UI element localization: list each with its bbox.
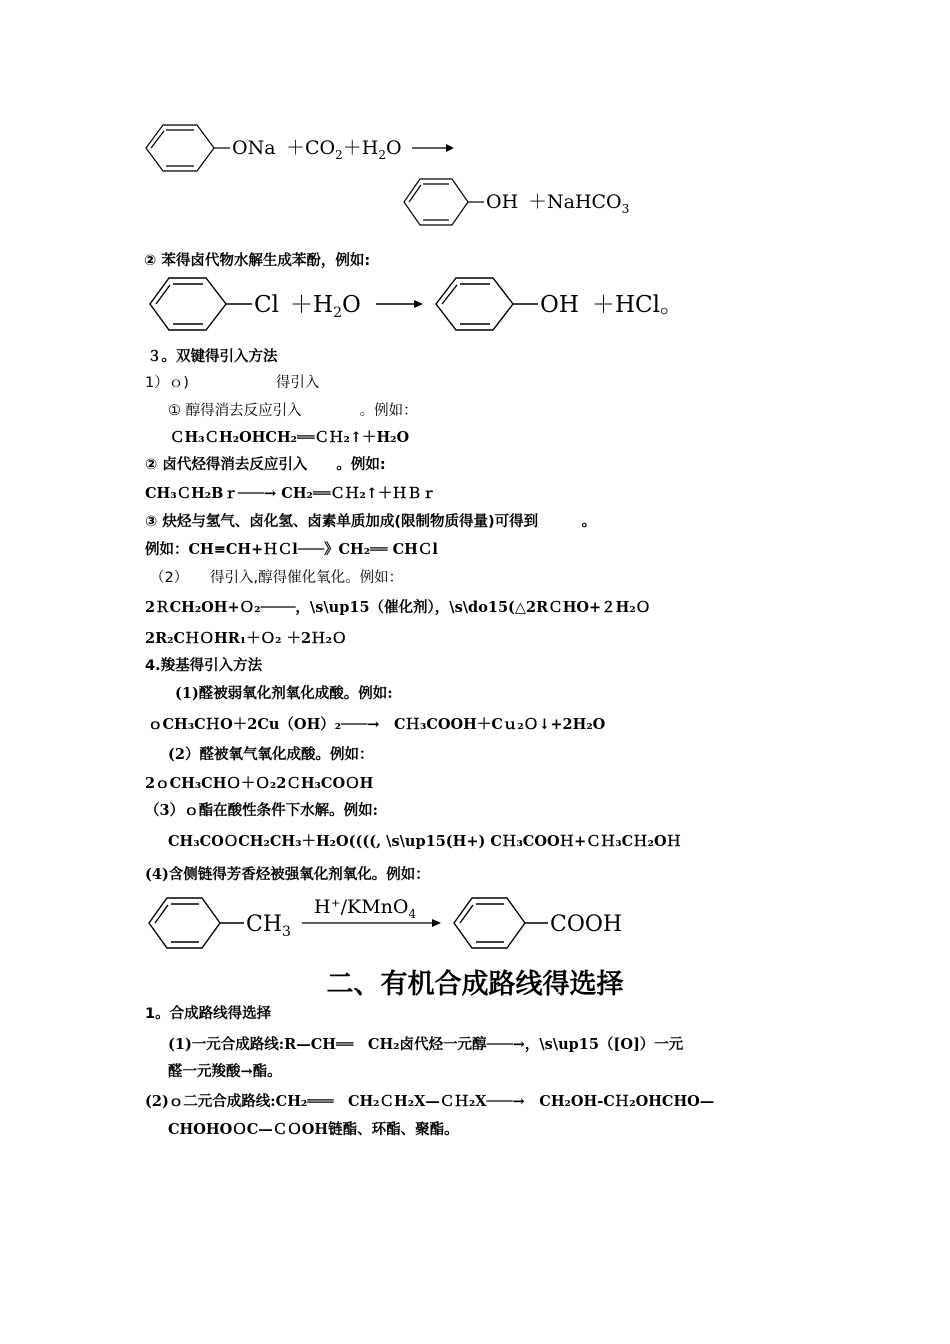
text-line: （3）ｏ酯在酸性条件下水解。例如: [145,802,378,819]
equation: 2R₂CＨＯHR₁＋Ｏ₂ ＋2Ｈ₂Ｏ [145,630,347,647]
equation: 例如：CH≡CH+ＨＣl───》CH₂══ CHＣl [145,541,438,558]
benzene-ring-icon [150,278,252,330]
section-heading: 1。合成路线得选择 [145,1006,272,1022]
benzene-ring-icon [454,898,548,948]
text-line: (2)ｏ二元合成路线:CH₂═══ CH₂ＣH₂X—ＣＨ₂X───→ CH₂OH-CＨ₂OHCHO— [145,1093,715,1110]
text-line: 醛一元羧酸→酯。 [168,1063,282,1080]
text-line: (2）醛被氧气氧化成酸。例如： [168,746,374,763]
section-heading: ３。双键得引入方法 [147,349,278,365]
benzene-ring-icon [149,898,244,948]
svg-text:＋CO2＋H2O: $+CO_2+H_2O$ [286,137,402,162]
arrow-right-icon [412,144,454,152]
text-line: ② 卤代烃得消去反应引入 。例如: [145,457,386,473]
svg-text:＋H2O: $+H_2O$ [290,292,361,321]
equation: CH₃ＣH₂Bｒ───→ CH₂══ＣＨ₂↑＋ＨＢｒ [145,485,436,502]
text-line: ① 醇得消去反应引入 。例如： [168,403,418,419]
equation: 2ｏCH₃CHＯ＋Ｏ₂2ＣH₃COＯH [145,775,374,792]
product-group: OH [540,292,579,318]
text-line: CHOHOＯC—ＣＯOH链酯、环酯、聚酯。 [168,1121,459,1138]
reaction-phenoxide-co2 [140,118,660,230]
section-heading: 4.羧基得引入方法 [145,658,263,674]
benzene-ring-icon [404,179,484,225]
reactant-group: ONa [232,137,276,159]
arrow-right-icon [376,300,423,308]
equation: CH₃COＯCH₂CH₃＋H₂O((((, \s\up15(H+) CＨ₃COOＨ+ＣＨ₃CＨ₂OＨ [168,833,682,850]
text-line: ③ 炔烃与氢气、卤化氢、卤素单质加成(限制物质得量)可得到 。 [145,514,597,530]
product-group: COOH [550,912,623,937]
arrow-right-icon [302,919,441,927]
svg-text:＋NaHCO3: ＋NaHCO$_3$ [528,191,630,216]
product-group: OH [486,191,519,213]
text-line: （2） 得引入,醇得催化氧化。例如： [150,570,404,586]
equation: ＣH₃ＣH₂OHCH₂══ＣＨ₂↑＋H₂O [170,429,410,446]
reaction-condition: H⁺/KMnO$_4$ [314,896,417,921]
reaction-chlorobenzene-hydrolysis [146,275,706,335]
chapter-heading: 二、有机合成路线得选择 [326,969,624,1000]
equation: 2ＲCH₂OH+Ｏ₂────，\s\up15（催化剂），\s\do15(△2RＣHO+２H₂Ｏ [145,599,651,616]
text-line: (4)含侧链得芳香烃被强氧化剂氧化。例如： [145,866,430,883]
benzene-ring-icon [436,278,538,330]
benzene-ring-icon [146,125,230,171]
reactant-group: Cl [254,292,279,318]
text-line: ② 苯得卤代物水解生成苯酚，例如: [144,253,371,269]
reactant-group: CH [246,912,283,937]
text-line: 1）ｏ) 得引入 [145,375,320,391]
equation: ｏCH₃CＨO＋2Cu（OH）₂───→ CＨ₃COOH＋Cｕ₂Ｏ↓+2H₂O [148,716,606,733]
text-line: (1)一元合成路线:R—CH══ CH₂卤代烃一元醇───→，\s\up15（[O]）一元 [168,1036,684,1053]
svg-text:CH3: $CH_3$ [246,912,291,940]
byproduct: ＋HCl。 [592,292,684,318]
reaction-toluene-oxidation [146,893,626,955]
text-line: (1)醛被弱氧化剂氧化成酸。例如: [175,685,393,702]
